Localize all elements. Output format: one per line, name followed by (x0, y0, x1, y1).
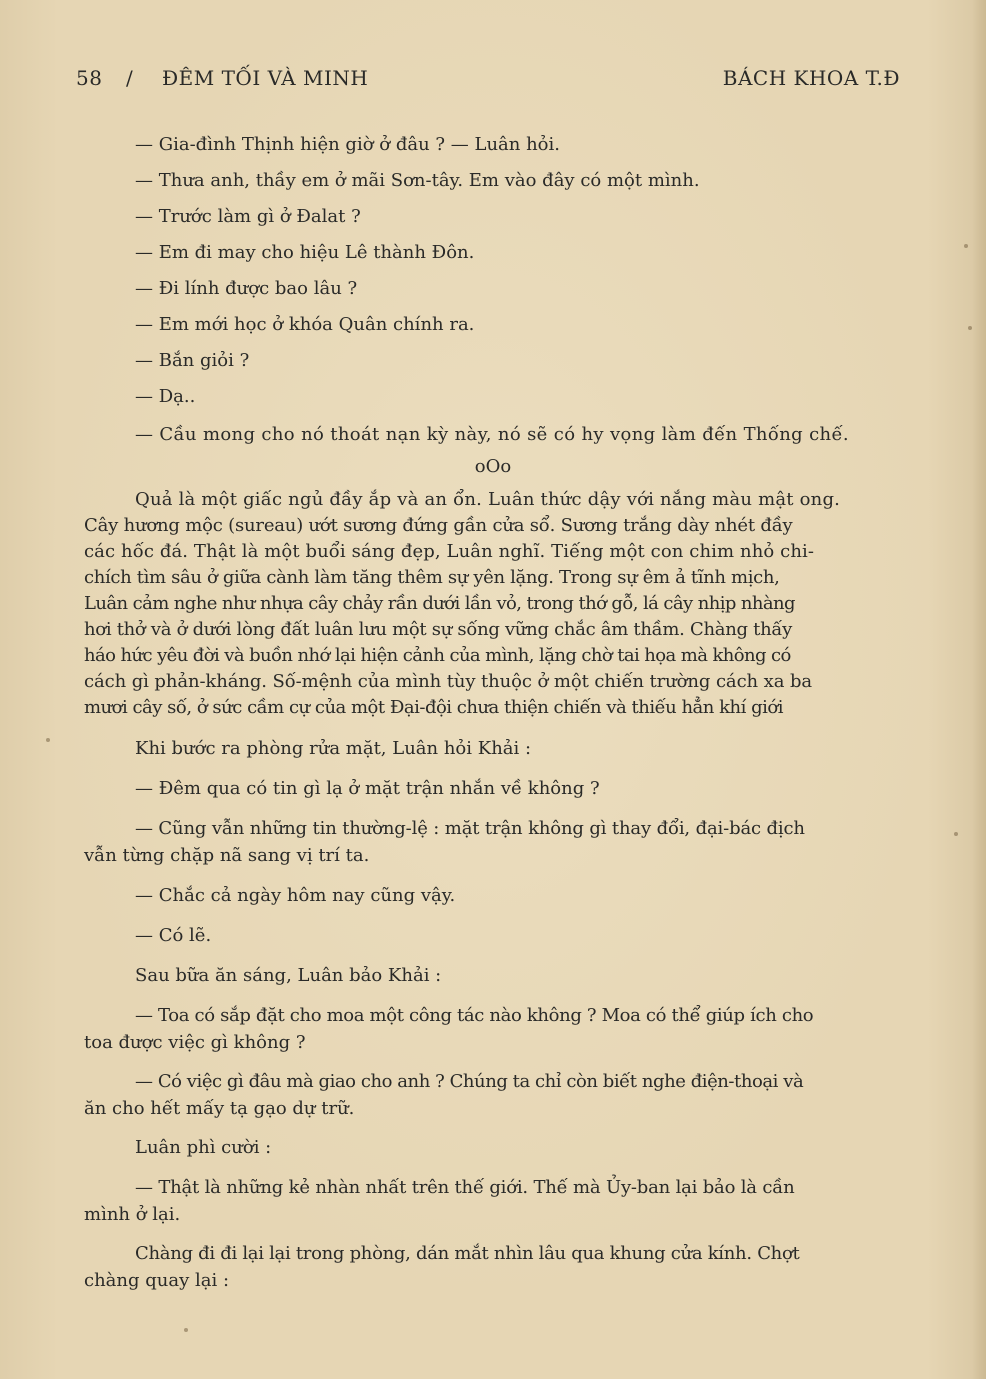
dialogue-line: — Cũng vẫn những tin thường-lệ : mặt trận không gì thay đổi, đại-bác địch (135, 818, 805, 839)
dialogue-line: — Có lẽ. (135, 925, 212, 946)
dialogue-line: ăn cho hết mấy tạ gạo dự trữ. (84, 1098, 355, 1119)
text-line: — Gia-đình Thịnh hiện giờ ở đâu ? — Luân hỏi. (135, 134, 560, 155)
paper-speck (46, 738, 50, 742)
paper-speck (968, 326, 972, 330)
text-line: — Trước làm gì ở Đalat ? (135, 206, 361, 227)
text-line: — Cầu mong cho nó thoát nạn kỳ này, nó sẽ có hy vọng làm đến Thống chế. (135, 424, 849, 445)
paragraph-line: Chàng đi đi lại lại trong phòng, dán mắt nhìn lâu qua khung cửa kính. Chợt (135, 1243, 800, 1264)
section-divider: oOo (474, 456, 512, 477)
header-separator: / (126, 66, 134, 90)
text-line: — Thưa anh, thầy em ở mãi Sơn-tây. Em vào đây có một mình. (135, 170, 700, 191)
paragraph-line: cách gì phản-kháng. Số-mệnh của mình tùy thuộc ở một chiến trường cách xa ba (84, 671, 813, 692)
paragraph-line: hơi thở và ở dưới lòng đất luân lưu một sự sống vững chắc âm thầm. Chàng thấy (84, 619, 792, 640)
text-line: — Em đi may cho hiệu Lê thành Đôn. (135, 242, 475, 263)
dialogue-line: — Thật là những kẻ nhàn nhất trên thế giới. Thế mà Ủy-ban lại bảo là cần (135, 1177, 795, 1198)
paragraph-line: Sau bữa ăn sáng, Luân bảo Khải : (135, 965, 442, 986)
dialogue-line: mình ở lại. (84, 1204, 181, 1225)
magazine-name: BÁCH KHOA T.Đ (722, 66, 900, 90)
text-line: — Bắn giỏi ? (135, 350, 250, 371)
page-number: 58 (76, 66, 103, 90)
paragraph-line: Luân cảm nghe như nhựa cây chảy rần dưới lần vỏ, trong thớ gỗ, lá cây nhịp nhàng (84, 593, 795, 614)
dialogue-line: — Đêm qua có tin gì lạ ở mặt trận nhắn về không ? (135, 778, 600, 799)
dialogue-line: toa được việc gì không ? (84, 1032, 306, 1053)
paragraph-line: chàng quay lại : (84, 1270, 230, 1291)
text-line: — Dạ.. (135, 386, 196, 407)
paper-speck (184, 1328, 188, 1332)
paragraph-line: háo hức yêu đời và buồn nhớ lại hiện cảnh của mình, lặng chờ tai họa mà không có (84, 645, 791, 666)
text-line: — Em mới học ở khóa Quân chính ra. (135, 314, 475, 335)
paragraph-line: Cây hương mộc (sureau) ướt sương đứng gần cửa sổ. Sương trắng dày nhét đầy (84, 515, 793, 536)
paragraph-line: chích tìm sâu ở giữa cành làm tăng thêm sự yên lặng. Trong sự êm ả tĩnh mịch, (84, 567, 780, 588)
paragraph-line: Khi bước ra phòng rửa mặt, Luân hỏi Khải : (135, 738, 532, 759)
dialogue-line: — Chắc cả ngày hôm nay cũng vậy. (135, 885, 456, 906)
article-title: ĐÊM TỐI VÀ MINH (162, 66, 369, 90)
dialogue-line: — Có việc gì đâu mà giao cho anh ? Chúng ta chỉ còn biết nghe điện-thoại và (135, 1071, 804, 1092)
paper-speck (964, 244, 968, 248)
page-edge-shadow (972, 0, 986, 1379)
paper-speck (954, 832, 958, 836)
text-line: — Đi lính được bao lâu ? (135, 278, 358, 299)
dialogue-line: — Toa có sắp đặt cho moa một công tác nào không ? Moa có thể giúp ích cho (135, 1005, 814, 1026)
page-header (76, 66, 902, 98)
paragraph-line: các hốc đá. Thật là một buổi sáng đẹp, Luân nghĩ. Tiếng một con chim nhỏ chi- (84, 541, 815, 562)
dialogue-line: vẫn từng chặp nã sang vị trí ta. (84, 845, 370, 866)
paragraph-line: Quả là một giấc ngủ đầy ắp và an ổn. Luân thức dậy với nắng màu mật ong. (135, 489, 841, 510)
paragraph-line: mươi cây số, ở sức cầm cự của một Đại-đội chưa thiện chiến và thiếu hẳn khí giới (84, 697, 783, 718)
paragraph-line: Luân phì cười : (135, 1137, 272, 1158)
